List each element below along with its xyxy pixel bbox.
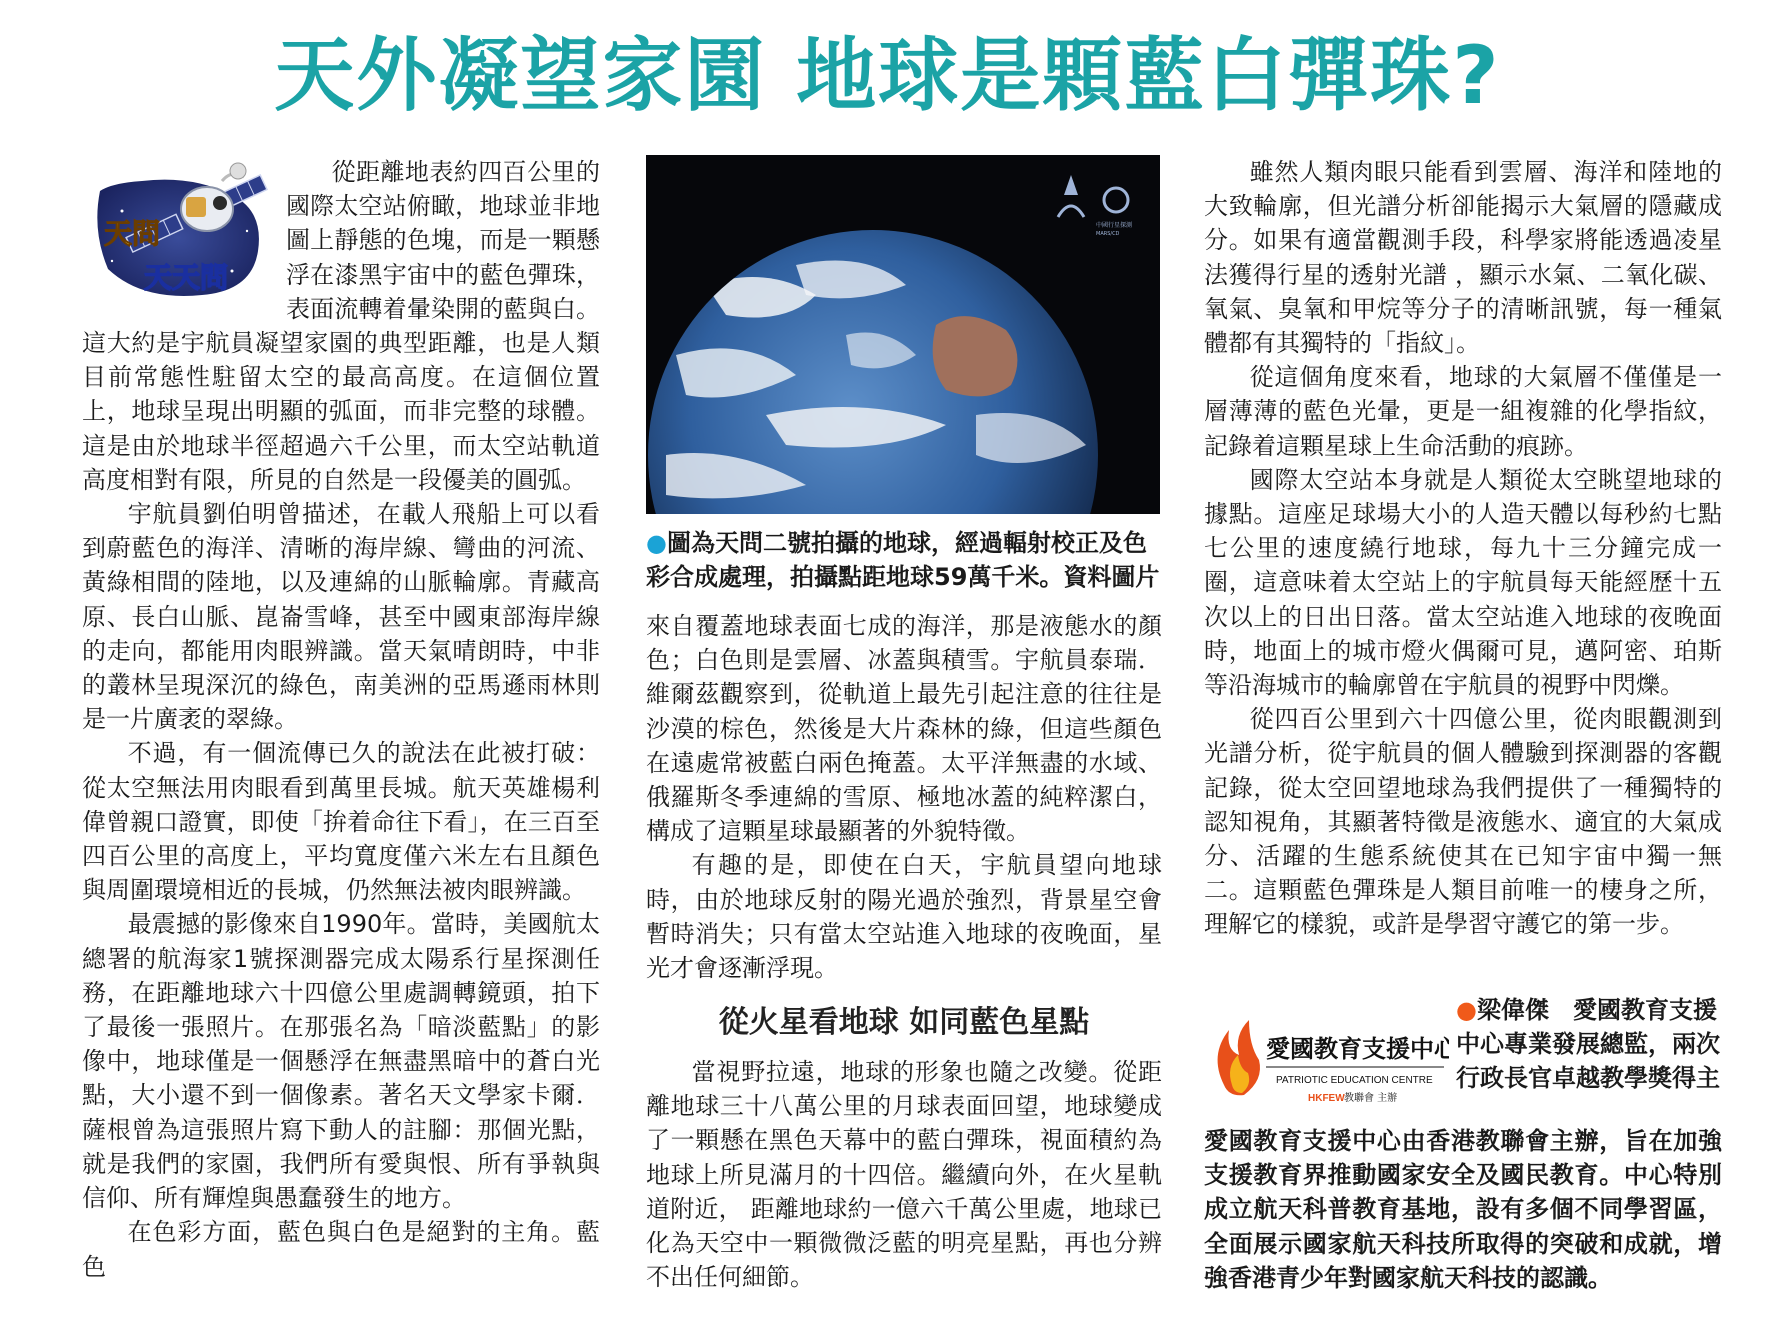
- article-column-3: [1204, 155, 1722, 942]
- photo-caption: [646, 526, 1164, 594]
- paragraph: 從距離地表約四百公里的國際太空站俯瞰，地球並非地圖上靜態的色塊，而是一顆懸浮在漆黑宇宙中的藍色彈珠，表面流轉着暈染開的藍與白。這大約是宇航員凝望家園的典型距離，也是人類目前常態性駐留太空的最高高度。在這個位置上，地球呈現出明顯的弧面，而非完整的球體。這是由於地球半徑超過六千公里，而太空站軌道高度相對有限，所見的自然是一段優美的圓弧。: [82, 158, 600, 494]
- centre-description: 愛國教育支援中心由香港教聯會主辦，旨在加強支援教育界推動國家安全及國民教育。中心特別成立航天科普教育基地，設有多個不同學習區，全面展示國家航天科技所取得的突破和成就，增強香港青少年對國家航天科技的認識。: [1204, 1127, 1722, 1292]
- caption-text: 圖為天問二號拍攝的地球，經過輻射校正及色彩合成處理，拍攝點距地球59萬千米。資料圖片: [646, 529, 1160, 591]
- svg-text:天問: 天問: [104, 217, 161, 250]
- paragraph: 有趣的是，即使在白天，宇航員望向地球時，由於地球反射的陽光過於強烈，背景星空會暫時消失；只有當太空站進入地球的夜晚面，星光才會逐漸浮現。: [646, 851, 1162, 983]
- paragraph: 雖然人類肉眼只能看到雲層、海洋和陸地的大致輪廓，但光譜分析卻能揭示大氣層的隱藏成分。如果有適當觀測手段，科學家將能透過凌星法獲得行星的透射光譜 ，顯示水氣、二氧化碳、氧氣、臭氧和甲烷等分子的清晰訊號，每一種氣體都有其獨特的「指紋」。: [1204, 158, 1722, 358]
- earth-photo: [646, 155, 1160, 514]
- svg-text:天天問: 天天問: [144, 261, 229, 294]
- article-column-2-lower: [646, 1055, 1162, 1294]
- author-bio: [1456, 993, 1722, 1095]
- bullet-icon: ●: [1456, 996, 1477, 1024]
- paragraph: 當視野拉遠，地球的形象也隨之改變。從距離地球三十八萬公里的月球表面回望，地球變成了一顆懸在黑色天幕中的藍白彈珠，視面積約為地球上所見滿月的十四倍。繼續向外，在火星軌道附近， 距離地球約一億六千萬公里處，地球已化為天空中一顆微微泛藍的明亮星點，再也分辨不出任何細節。: [646, 1058, 1162, 1292]
- paragraph: 國際太空站本身就是人類從太空眺望地球的據點。這座足球場大小的人造天體以每秒約七點七公里的速度繞行地球，每九十三分鐘完成一圈，這意味着太空站上的宇航員每天能經歷十五次以上的日出日落。當太空站進入地球的夜晚面時，地面上的城市燈火偶爾可見，邁阿密、珀斯等沿海城市的輪廓曾在宇航員的視野中閃爍。: [1204, 465, 1722, 700]
- author-bio-text: 梁偉傑 愛國教育支援中心專業發展總監，兩次行政長官卓越教學獎得主: [1456, 996, 1720, 1092]
- patriotic-education-centre-logo: [1204, 1005, 1449, 1115]
- bullet-icon: ●: [646, 529, 667, 557]
- svg-text:教聯會 主辦: 教聯會 主辦: [1344, 1093, 1398, 1104]
- svg-text:PATRIOTIC EDUCATION CENTRE: PATRIOTIC EDUCATION CENTRE: [1276, 1075, 1433, 1086]
- svg-text:愛國教育支援中心: 愛國教育支援中心: [1266, 1034, 1449, 1063]
- svg-text:MARS/CD: MARS/CD: [1096, 231, 1120, 237]
- headline: 天外凝望家園 地球是顆藍白彈珠?: [274, 29, 1501, 122]
- paragraph: 在色彩方面，藍色與白色是絕對的主角。藍色: [82, 1218, 600, 1281]
- earth-image: [646, 155, 1160, 514]
- subheading: 從火星看地球 如同藍色星點: [718, 1005, 1090, 1040]
- paragraph: 宇航員劉伯明曾描述，在載人飛船上可以看到蔚藍色的海洋、清晰的海岸線、彎曲的河流、黃綠相間的陸地，以及連綿的山脈輪廓。青藏高原、長白山脈、崑崙雪峰，甚至中國東部海岸線的走向，都能用肉眼辨識。當天氣晴朗時，中非的叢林呈現深沉的綠色，南美洲的亞馬遜雨林則是一片廣袤的翠綠。: [82, 500, 600, 734]
- paragraph: 從這個角度來看，地球的大氣層不僅僅是一層薄薄的藍色光暈，更是一組複雜的化學指紋，記錄着這顆星球上生命活動的痕跡。: [1204, 363, 1722, 460]
- paragraph: 從四百公里到六十四億公里，從肉眼觀測到光譜分析，從宇航員的個人體驗到探測器的客觀記錄，從太空回望地球為我們提供了一種獨特的認知視角，其顯著特徵是液態水、適宜的大氣成分、活躍的生態系統使其在已知宇宙中獨一無二。這顆藍色彈珠是人類目前唯一的棲身之所，理解它的樣貌，或許是學習守護它的第一步。: [1204, 705, 1722, 939]
- svg-text:中國行星探測: 中國行星探測: [1096, 222, 1133, 229]
- flame-logo-icon: [1204, 1005, 1449, 1115]
- article-column-2: [646, 609, 1162, 985]
- article-column-1: [82, 155, 600, 1284]
- paragraph: 不過，有一個流傳已久的說法在此被打破：從太空無法用肉眼看到萬里長城。航天英雄楊利偉曾親口證實，即使「拚着命往下看」，在三百至四百公里的高度上，平均寬度僅六米左右且顏色與周圍環境相近的長城，仍然無法被肉眼辨識。: [82, 739, 600, 905]
- paragraph: 來自覆蓋地球表面七成的海洋，那是液態水的顏色；白色則是雲層、冰蓋與積雪。宇航員泰瑞．維爾茲觀察到，從軌道上最先引起注意的往往是沙漠的棕色，然後是大片森林的綠，但這些顏色在遠處常被藍白兩色掩蓋。太平洋無盡的水域、俄羅斯冬季連綿的雪原、極地冰蓋的純粹潔白，構成了這顆星球最顯著的外貌特徵。: [646, 612, 1162, 846]
- paragraph: 最震撼的影像來自1990年。當時，美國航太總署的航海家1號探測器完成太陽系行星探測任務，在距離地球六十四億公里處調轉鏡頭，拍下了最後一張照片。在那張名為「暗淡藍點」的影像中，地球僅是一個懸浮在無盡黑暗中的蒼白光點，大小還不到一個像素。著名天文學家卡爾．薩根曾為這張照片寫下動人的註腳：那個光點，就是我們的家園，我們所有愛與恨、所有爭執與信仰、所有輝煌與愚蠢發生的地方。: [82, 910, 600, 1213]
- svg-text:HKFEW: HKFEW: [1308, 1093, 1345, 1104]
- satellite-logo-icon: [82, 151, 272, 311]
- column-logo: [82, 151, 272, 321]
